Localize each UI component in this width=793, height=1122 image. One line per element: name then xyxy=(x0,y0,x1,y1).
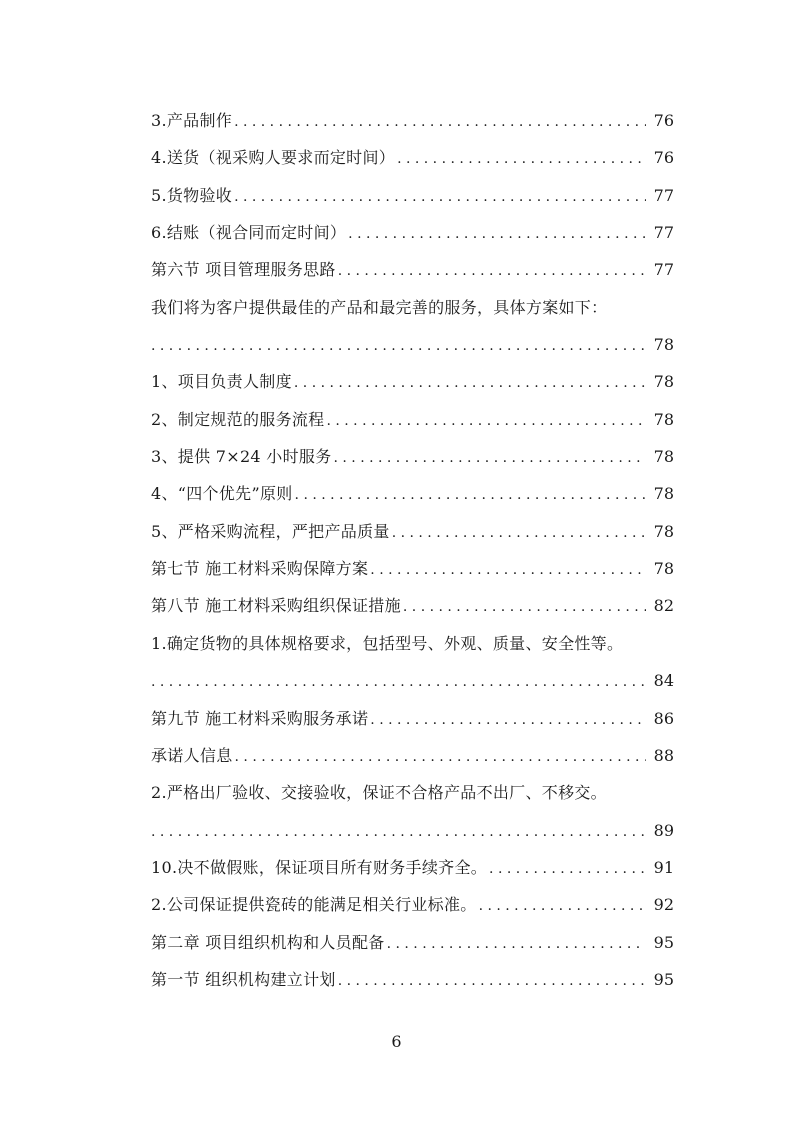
toc-leader-dots xyxy=(235,739,646,776)
toc-entry[interactable] xyxy=(151,177,674,214)
toc-entry-page: 76 xyxy=(653,148,674,168)
toc-entry-page: 77 xyxy=(653,223,674,243)
toc-entry-title: 4.送货（视采购人要求而定时间） xyxy=(151,148,396,168)
toc-entry-wrapped[interactable] xyxy=(151,774,674,811)
toc-leader-dots xyxy=(489,851,646,888)
toc-entry[interactable] xyxy=(151,401,674,438)
toc-leader-dots xyxy=(151,814,646,851)
toc-entry-title: 1、项目负责人制度 xyxy=(151,372,292,392)
toc-entry-page: 77 xyxy=(653,185,674,205)
toc-leader-dots xyxy=(479,888,646,925)
toc-entry-title: 6.结账（视合同而定时间） xyxy=(151,223,347,243)
toc-entry-page: 91 xyxy=(653,857,674,877)
toc-entry-title: 第二章 项目组织机构和人员配备 xyxy=(151,932,385,952)
toc-leader-dots xyxy=(348,216,646,253)
toc-entry[interactable] xyxy=(151,849,674,886)
toc-entry-page: 89 xyxy=(653,820,674,840)
toc-entry-title: 第一节 组织机构建立计划 xyxy=(151,969,336,989)
toc-entry-title: 2.公司保证提供瓷砖的能满足相关行业标准。 xyxy=(151,895,477,915)
toc-entry-page: 78 xyxy=(653,521,674,541)
toc-entry-page: 78 xyxy=(653,409,674,429)
toc-leader-dots xyxy=(387,926,646,963)
toc-entry-title: 3.产品制作 xyxy=(151,111,233,130)
toc-entry-title: 第六节 项目管理服务思路 xyxy=(151,260,336,280)
toc-entry[interactable] xyxy=(151,700,674,737)
toc-entry-continuation[interactable] xyxy=(151,326,674,363)
table-of-contents xyxy=(151,102,674,998)
toc-entry-page: 84 xyxy=(653,671,674,691)
toc-entry-wrapped[interactable] xyxy=(151,625,674,662)
toc-entry-page: 78 xyxy=(653,484,674,504)
toc-leader-dots xyxy=(392,515,646,552)
toc-entry-title: 第七节 施工材料采购保障方案 xyxy=(151,559,369,579)
toc-entry-page: 76 xyxy=(653,111,674,130)
toc-leader-dots xyxy=(338,963,646,1000)
toc-leader-dots xyxy=(295,477,646,514)
toc-entry-title: 第八节 施工材料采购组织保证措施 xyxy=(151,596,401,616)
toc-leader-dots xyxy=(338,253,646,290)
toc-entry-title: 承诺人信息 xyxy=(151,745,233,765)
toc-entry-title: 2.严格出厂验收、交接验收，保证不合格产品不出厂、不移交。 xyxy=(151,783,607,803)
toc-entry[interactable] xyxy=(151,587,674,624)
toc-leader-dots xyxy=(370,552,646,589)
toc-entry-title: 4、“四个优先”原则 xyxy=(151,484,293,504)
toc-leader-dots xyxy=(151,664,646,701)
toc-entry[interactable] xyxy=(151,102,674,139)
toc-leader-dots xyxy=(397,141,646,178)
toc-leader-dots xyxy=(326,403,646,440)
toc-entry[interactable] xyxy=(151,737,674,774)
toc-entry-page: 78 xyxy=(653,335,674,355)
toc-entry-title: 5、严格采购流程，严把产品质量 xyxy=(151,521,390,541)
toc-leader-dots xyxy=(294,365,646,402)
toc-entry[interactable] xyxy=(151,438,674,475)
toc-entry-page: 95 xyxy=(653,932,674,952)
toc-entry[interactable] xyxy=(151,139,674,176)
toc-entry-page: 78 xyxy=(653,559,674,579)
toc-entry-title: 我们将为客户提供最佳的产品和最完善的服务，具体方案如下： xyxy=(151,297,608,317)
toc-entry-continuation[interactable] xyxy=(151,812,674,849)
toc-leader-dots xyxy=(151,328,646,365)
toc-entry[interactable] xyxy=(151,363,674,400)
toc-entry-title: 2、制定规范的服务流程 xyxy=(151,409,325,429)
toc-entry[interactable] xyxy=(151,961,674,998)
toc-entry-page: 78 xyxy=(653,447,674,467)
toc-entry[interactable] xyxy=(151,886,674,923)
toc-entry-page: 78 xyxy=(653,372,674,392)
toc-entry-page: 95 xyxy=(653,969,674,989)
toc-leader-dots xyxy=(234,179,646,216)
page-number: 6 xyxy=(391,1032,402,1051)
toc-leader-dots xyxy=(334,440,647,477)
toc-entry-page: 88 xyxy=(653,745,674,765)
toc-entry[interactable] xyxy=(151,214,674,251)
toc-entry[interactable] xyxy=(151,251,674,288)
toc-entry[interactable] xyxy=(151,475,674,512)
toc-entry[interactable] xyxy=(151,513,674,550)
toc-entry-page: 82 xyxy=(653,596,674,616)
toc-entry-page: 77 xyxy=(653,260,674,280)
toc-entry[interactable] xyxy=(151,550,674,587)
toc-entry-wrapped[interactable] xyxy=(151,289,674,326)
toc-entry-title: 1.确定货物的具体规格要求，包括型号、外观、质量、安全性等。 xyxy=(151,633,624,653)
toc-entry-title: 10.决不做假账，保证项目所有财务手续齐全。 xyxy=(151,857,488,877)
toc-entry-continuation[interactable] xyxy=(151,662,674,699)
toc-entry-page: 92 xyxy=(653,895,674,915)
toc-entry-page: 86 xyxy=(653,708,674,728)
toc-entry[interactable] xyxy=(151,924,674,961)
toc-leader-dots xyxy=(403,589,646,626)
toc-leader-dots xyxy=(234,104,646,141)
toc-entry-title: 第九节 施工材料采购服务承诺 xyxy=(151,708,369,728)
toc-leader-dots xyxy=(370,702,646,739)
toc-entry-title: 3、提供 7×24 小时服务 xyxy=(151,447,332,467)
toc-entry-title: 5.货物验收 xyxy=(151,185,233,205)
